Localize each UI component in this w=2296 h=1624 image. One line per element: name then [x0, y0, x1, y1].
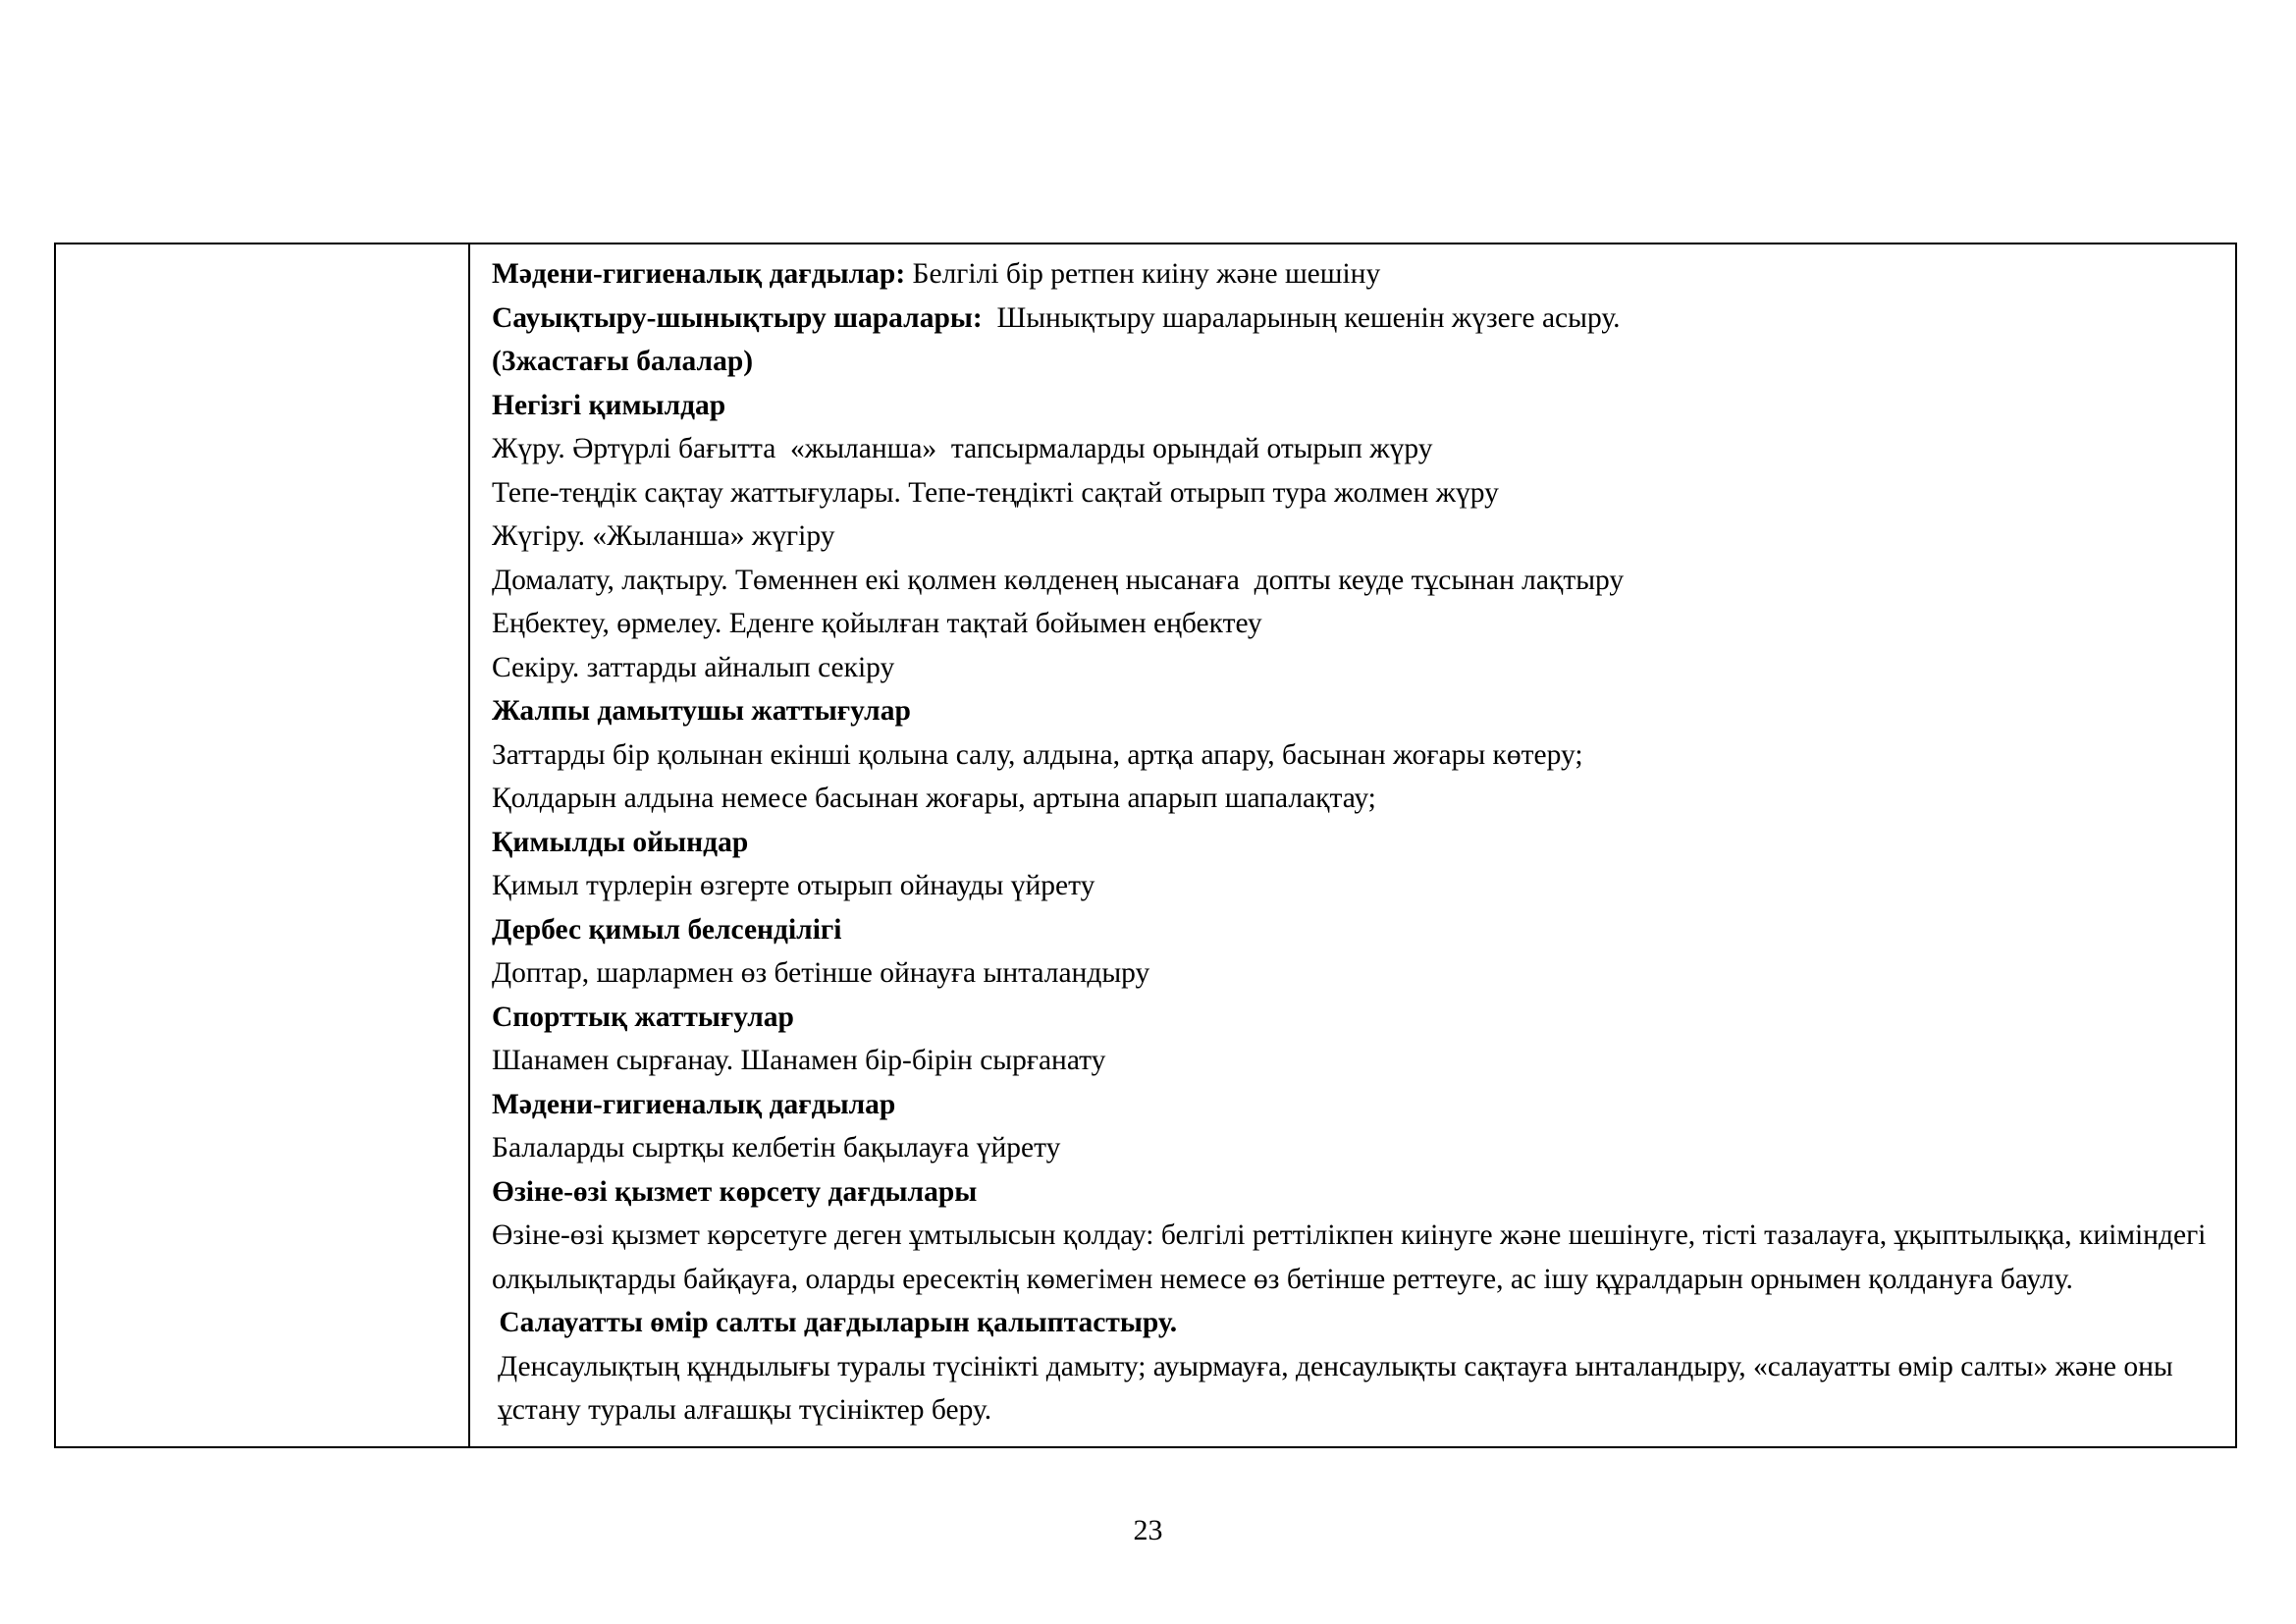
- content-line: [492, 471, 2217, 515]
- line-text: Денсаулықтың құндылығы туралы түсінікті дамыту; ауырмауға, денсаулықты сақтауға ынталандыру, «салауатты өмір салты» және оны ұстану туралы алғашқы түсініктер беру.: [498, 1350, 2181, 1426]
- line-text: Қимыл түрлерін өзгерте отырып ойнауды үйрету: [492, 870, 1095, 901]
- line-text: Заттарды бір қолынан екінші қолына салу, алдына, артқа апару, басынан жоғары көтеру;: [492, 738, 1583, 771]
- content-paragraph: [492, 1345, 2217, 1433]
- content-table: [54, 243, 2237, 1448]
- line-text: Доптар, шарлармен өз бетінше ойнауға ынталандыру: [492, 957, 1150, 989]
- line-label: Жалпы дамытушы жаттығулар: [492, 695, 911, 727]
- content-line: [492, 689, 2217, 733]
- line-label: Дербес қимыл белсенділігі: [492, 913, 842, 946]
- line-label: Қимылды ойындар: [492, 826, 749, 858]
- content-line: [492, 821, 2217, 865]
- content-line: [492, 864, 2217, 908]
- content-line: [492, 1039, 2217, 1083]
- line-label: Салауатты өмір салты дағдыларын қалыптастыру.: [492, 1307, 1178, 1338]
- line-text: Домалату, лақтыру. Төменнен екі қолмен көлденең нысанаға допты кеуде тұсынан лақтыру: [492, 564, 1625, 596]
- table-cell-left: [55, 244, 469, 1447]
- line-label: Негізгі қимылдар: [492, 389, 726, 421]
- line-text: Өзіне-өзі қызмет көрсетуге деген ұмтылысын қолдау: белгілі реттілікпен киінуге және шешінуге, тісті тазалауға, ұқыптылыққа, киіміндегі олқылықтарды байқауға, оларды ересектің көмегімен немесе өз бетінше реттеуге, ас ішу құралдарын орнымен қолдануға баулу.: [492, 1219, 2214, 1295]
- content-line: [492, 951, 2217, 996]
- line-label: Өзіне-өзі қызмет көрсету дағдылары: [492, 1175, 978, 1208]
- line-text: Белгілі бір ретпен киіну және шешіну: [905, 258, 1381, 290]
- line-text: Шанамен сырғанау. Шанамен бір-бірін сырғанату: [492, 1045, 1106, 1076]
- line-label: Мәдени-гигиеналық дағдылар: [492, 1088, 896, 1120]
- line-text: Еңбектеу, өрмелеу. Еденге қойылған тақтай бойымен еңбектеу: [492, 608, 1262, 639]
- content-line: [492, 1301, 2217, 1345]
- table-row: [55, 244, 2236, 1447]
- content-line: [492, 297, 2217, 341]
- content-line: [492, 1170, 2217, 1215]
- content-line: [492, 340, 2217, 384]
- content-line: [492, 996, 2217, 1040]
- content-line: [492, 602, 2217, 646]
- content-line: [492, 559, 2217, 603]
- line-label: (3жастағы балалар): [492, 346, 754, 377]
- line-text: Тепе-теңдік сақтау жаттығулары. Тепе-теңдікті сақтай отырып тура жолмен жүру: [492, 476, 1499, 509]
- page-number: 23: [1133, 1514, 1163, 1546]
- line-text: Секіру. заттарды айналып секіру: [492, 651, 895, 683]
- line-text: Шынықтыру шараларының кешенін жүзеге асыру.: [982, 301, 1621, 334]
- line-text: Қолдарын алдына немесе басынан жоғары, артына апарып шапалақтау;: [492, 783, 1376, 814]
- content-paragraph: [492, 1214, 2217, 1301]
- content-line: [492, 733, 2217, 778]
- content-line: [492, 908, 2217, 952]
- line-text: Балаларды сыртқы келбетін бақылауға үйрету: [492, 1132, 1061, 1164]
- content-line: [492, 646, 2217, 690]
- content-line: [492, 777, 2217, 821]
- content-line: [492, 384, 2217, 428]
- line-label: Мәдени-гигиеналық дағдылар:: [492, 258, 906, 290]
- line-label: Сауықтыру-шынықтыру шаралары:: [492, 301, 983, 334]
- content-line: [492, 514, 2217, 559]
- line-text: Жүгіру. «Жыланша» жүгіру: [492, 520, 835, 552]
- table-cell-content: [469, 244, 2236, 1447]
- line-label: Спорттық жаттығулар: [492, 1001, 794, 1033]
- content-line: [492, 1126, 2217, 1170]
- content-line: [492, 1083, 2217, 1127]
- line-text: Жүру. Әртүрлі бағытта «жыланша» тапсырмаларды орындай отырып жүру: [492, 433, 1433, 464]
- content-line: [492, 427, 2217, 471]
- content-line: [492, 252, 2217, 297]
